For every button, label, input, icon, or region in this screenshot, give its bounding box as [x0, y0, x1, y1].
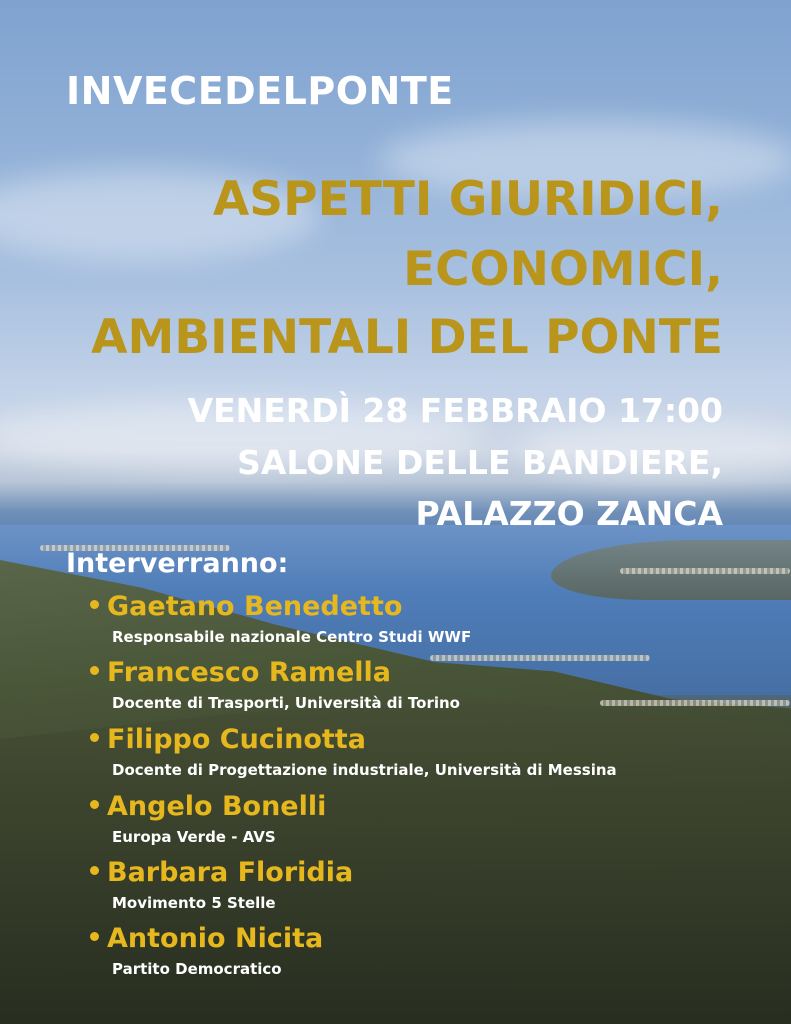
- speaker-item: [90, 726, 617, 779]
- coastal-town: [600, 700, 790, 706]
- event-datetime: VENERDÌ 28 FEBBRAIO 17:00: [187, 391, 723, 430]
- speaker-role: Movimento 5 Stelle: [112, 894, 276, 912]
- speaker-role: Responsabile nazionale Centro Studi WWF: [112, 628, 472, 646]
- speaker-name: Filippo Cucinotta: [107, 724, 366, 755]
- speaker-name: Angelo Bonelli: [107, 791, 327, 822]
- speaker-item: [90, 859, 353, 912]
- bullet-icon: [90, 800, 99, 809]
- speaker-name-row: [90, 793, 326, 820]
- speaker-item: [90, 593, 471, 646]
- venue-line-2: PALAZZO ZANCA: [415, 494, 723, 533]
- speaker-role: Docente di Trasporti, Università di Torino: [112, 694, 460, 712]
- bullet-icon: [90, 600, 99, 609]
- speaker-name-row: [90, 593, 471, 620]
- speaker-name: Gaetano Benedetto: [107, 591, 403, 622]
- venue-line-1: SALONE DELLE BANDIERE,: [237, 443, 723, 482]
- speaker-item: [90, 793, 326, 846]
- speaker-name: Antonio Nicita: [107, 923, 324, 954]
- speaker-role: Europa Verde - AVS: [112, 828, 276, 846]
- brand-title: INVECEDELPONTE: [66, 69, 454, 113]
- speaker-item: [90, 659, 460, 712]
- bullet-icon: [90, 932, 99, 941]
- speakers-intro: Interverranno:: [66, 548, 289, 579]
- speaker-item: [90, 925, 323, 978]
- bullet-icon: [90, 866, 99, 875]
- event-title-line-2: ECONOMICI,: [403, 242, 723, 297]
- event-title-line-3: AMBIENTALI DEL PONTE: [91, 310, 723, 365]
- speaker-name: Francesco Ramella: [107, 657, 392, 688]
- coastal-town: [430, 655, 650, 661]
- speaker-name-row: [90, 859, 353, 886]
- bullet-icon: [90, 666, 99, 675]
- event-title-line-1: ASPETTI GIURIDICI,: [212, 172, 723, 227]
- speaker-role: Docente di Progettazione industriale, Università di Messina: [112, 761, 617, 779]
- speaker-name-row: [90, 726, 617, 753]
- speaker-name: Barbara Floridia: [107, 857, 354, 888]
- coastal-town: [620, 568, 790, 574]
- bullet-icon: [90, 733, 99, 742]
- speaker-role: Partito Democratico: [112, 960, 282, 978]
- speaker-name-row: [90, 925, 323, 952]
- speaker-name-row: [90, 659, 460, 686]
